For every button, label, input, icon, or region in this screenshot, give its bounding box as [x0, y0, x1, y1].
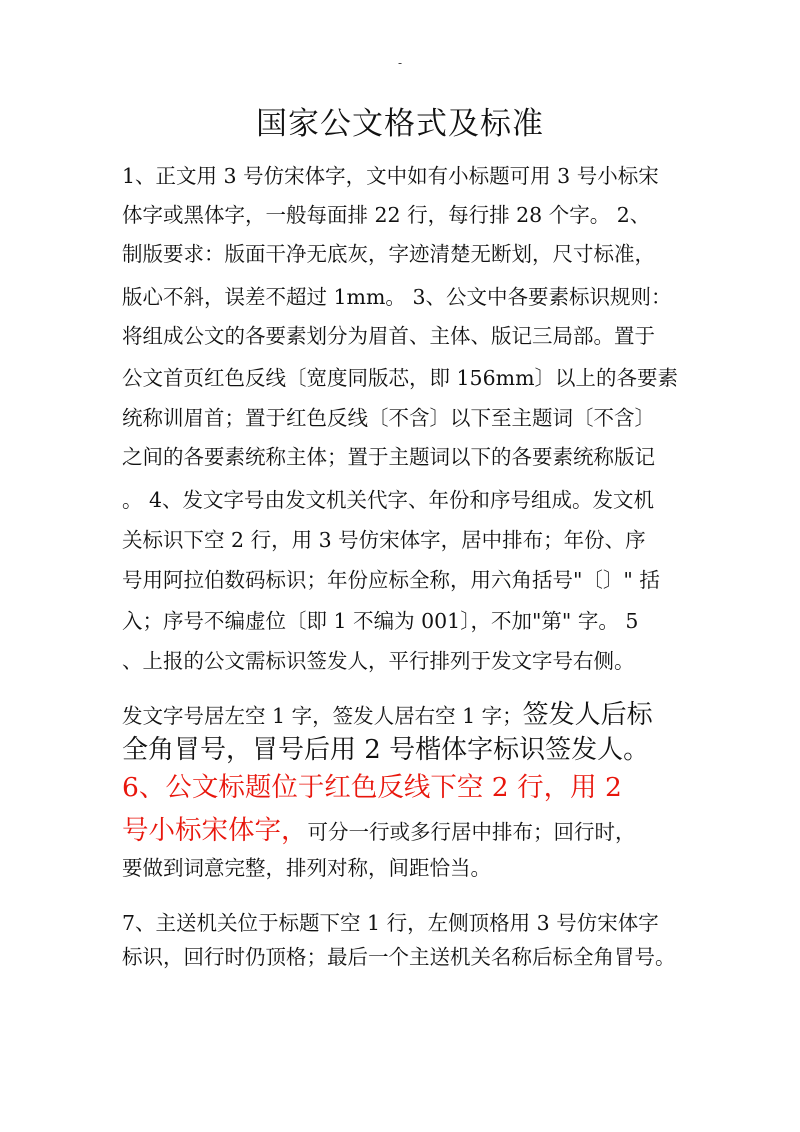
p2-line-4-red: 号小标宋体字， [122, 815, 308, 846]
p1-line-11: 号用阿拉伯数码标识；年份应标全称，用六角括号"〔〕" 括 [122, 568, 660, 592]
p1-line-12: 入；序号不编虚位〔即 1 不编为 001〕，不加"第" 字。 5 [122, 609, 639, 633]
p2-line-1-small: 发文字号居左空 1 字，签发人居右空 1 字； [122, 704, 523, 728]
p1-line-2: 体字或黑体字，一般每面排 22 行，每行排 28 个字。 2、 [122, 203, 651, 227]
p2-line-3-red: 6、公文标题位于红色反线下空 2 行，用 2 [122, 772, 622, 803]
p1-line-4: 版心不斜，误差不超过 1mm。 3、公文中各要素标识规则： [122, 285, 672, 309]
p1-line-1: 1、正文用 3 号仿宋体字，文中如有小标题可用 3 号小标宋 [122, 164, 659, 188]
p3-line-1: 7、主送机关位于标题下空 1 行，左侧顶格用 3 号仿宋体字 [122, 911, 659, 935]
p1-line-8: 之间的各要素统称主体；置于主题词以下的各要素统称版记 [122, 445, 655, 469]
p3-line-2: 标识，回行时仍顶格；最后一个主送机关名称后标全角冒号。 [122, 945, 676, 969]
p1-line-6: 公文首页红色反线〔宽度同版芯，即 156mm〕以上的各要素 [122, 366, 679, 390]
header-mark: - [397, 56, 403, 70]
p1-line-3: 制版要求：版面干净无底灰，字迹清楚无断划，尺寸标准， [122, 242, 655, 266]
p1-line-9: 。 4、发文字号由发文机关代字、年份和序号组成。发文机 [122, 488, 655, 512]
p2-line-2: 全角冒号，冒号后用 2 号楷体字标识签发人。 [122, 735, 650, 765]
p2-line-1 [122, 702, 653, 728]
p2-line-4-small: 可分一行或多行居中排布；回行时， [307, 820, 636, 844]
p2-line-5: 要做到词意完整，排列对称，间距恰当。 [122, 856, 491, 880]
document-title: 国家公文格式及标准 [256, 106, 544, 142]
p1-line-7: 统称训眉首；置于红色反线〔不含〕以下至主题词〔不含〕 [122, 406, 655, 430]
p2-line-1-big: 签发人后标 [522, 700, 653, 730]
p1-line-5: 将组成公文的各要素划分为眉首、主体、版记三局部。置于 [122, 324, 655, 348]
p2-line-4 [122, 815, 636, 846]
p1-line-10: 关标识下空 2 行，用 3 号仿宋体字，居中排布；年份、序 [122, 528, 646, 552]
p1-line-13: 、上报的公文需标识签发人，平行排列于发文字号右侧。 [122, 649, 635, 673]
